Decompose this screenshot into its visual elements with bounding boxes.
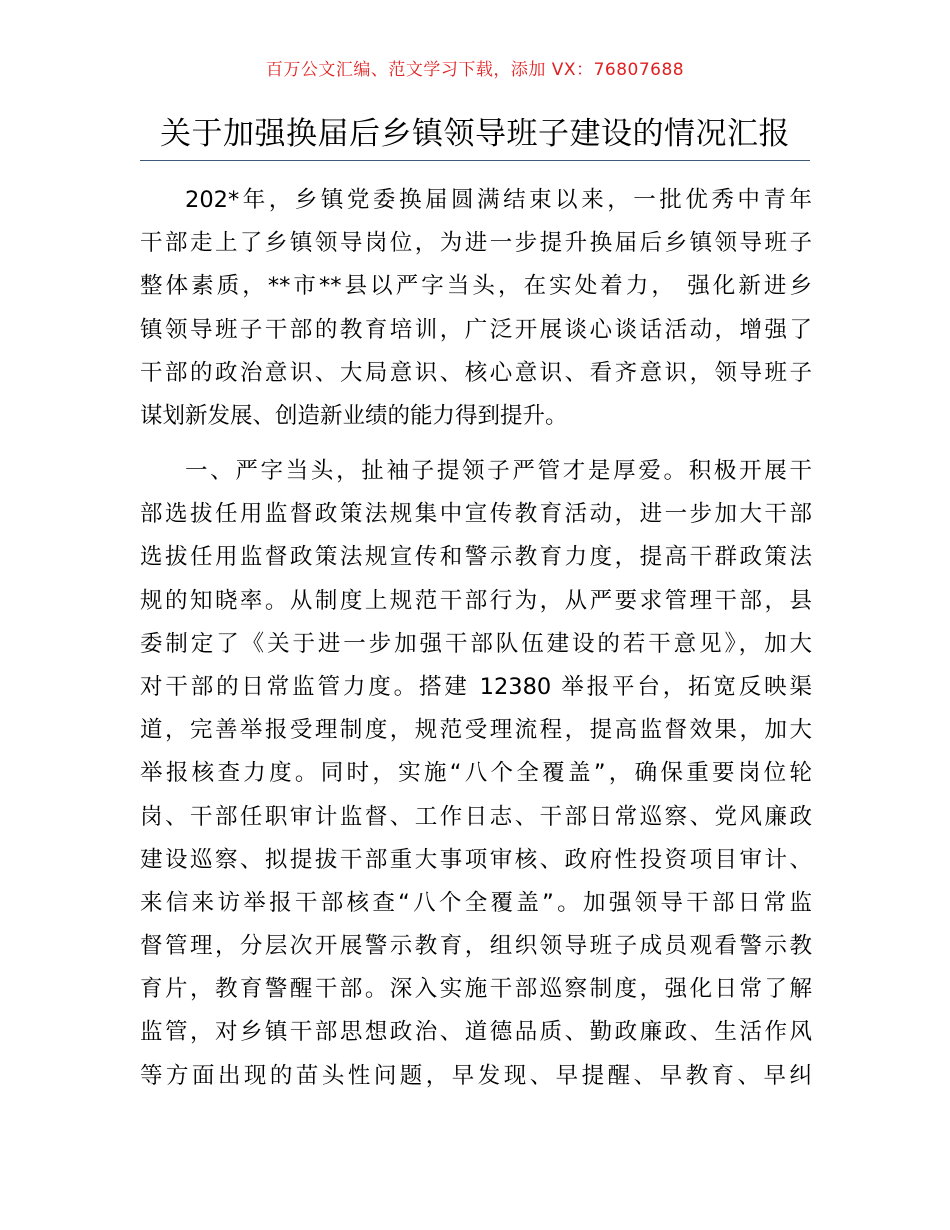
document-title: 关于加强换届后乡镇领导班子建设的情况汇报	[160, 116, 790, 152]
paragraph-line: 202*年，乡镇党委换届圆满结束以来，一批优秀中青年	[185, 187, 812, 213]
paragraph-line: 监管，对乡镇干部思想政治、道德品质、勤政廉政、生活作风	[140, 1019, 812, 1046]
paragraph-line: 来信来访举报干部核查“八个全覆盖”。加强领导干部日常监	[140, 889, 812, 916]
paragraph-line: 一、严字当头，扯袖子提领子严管才是厚爱。积极开展干	[185, 458, 812, 484]
paragraph-line: 干部的政治意识、大局意识、核心意识、看齐意识，领导班子	[140, 359, 812, 386]
paragraph-line: 镇领导班子干部的教育培训，广泛开展谈心谈话活动，增强了	[140, 316, 812, 343]
paragraph-line: 规的知晓率。从制度上规范干部行为，从严要求管理干部，县	[140, 587, 812, 614]
paragraph-line: 整体素质，**市**县以严字当头，在实处着力， 强化新进乡	[140, 273, 812, 300]
paragraph-line: 督管理，分层次开展警示教育，组织领导班子成员观看警示教	[140, 933, 812, 960]
paragraph-line: 委制定了《关于进一步加强干部队伍建设的若干意见》，加大	[140, 630, 812, 657]
paragraph-line: 岗、干部任职审计监督、工作日志、干部日常巡察、党风廉政	[140, 803, 812, 830]
title-underline	[140, 160, 810, 161]
paragraph-line: 育片，教育警醒干部。深入实施干部巡察制度，强化日常了解	[140, 976, 812, 1003]
paragraph-line: 部选拔任用监督政策法规集中宣传教育活动，进一步加大干部	[140, 501, 812, 528]
paragraph-line: 举报核查力度。同时，实施“八个全覆盖”，确保重要岗位轮	[140, 760, 812, 787]
paragraph-line: 等方面出现的苗头性问题，早发现、早提醒、早教育、早纠	[140, 1062, 812, 1089]
paragraph-line: 谋划新发展、创造新业绩的能力得到提升。	[140, 402, 568, 429]
paragraph-line: 选拔任用监督政策法规宣传和警示教育力度，提高干群政策法	[140, 544, 812, 571]
paragraph-intro	[140, 179, 812, 438]
paragraph-section-one	[140, 450, 812, 1098]
paragraph-line: 建设巡察、拟提拔干部重大事项审核、政府性投资项目审计、	[140, 846, 812, 873]
header-banner: 百万公文汇编、范文学习下载，添加 VX：76807688	[265, 60, 685, 80]
paragraph-line: 干部走上了乡镇领导岗位，为进一步提升换届后乡镇领导班子	[140, 230, 812, 257]
paragraph-line: 对干部的日常监管力度。搭建 12380 举报平台，拓宽反映渠	[140, 673, 812, 700]
paragraph-line: 道，完善举报受理制度，规范受理流程，提高监督效果，加大	[140, 717, 812, 744]
